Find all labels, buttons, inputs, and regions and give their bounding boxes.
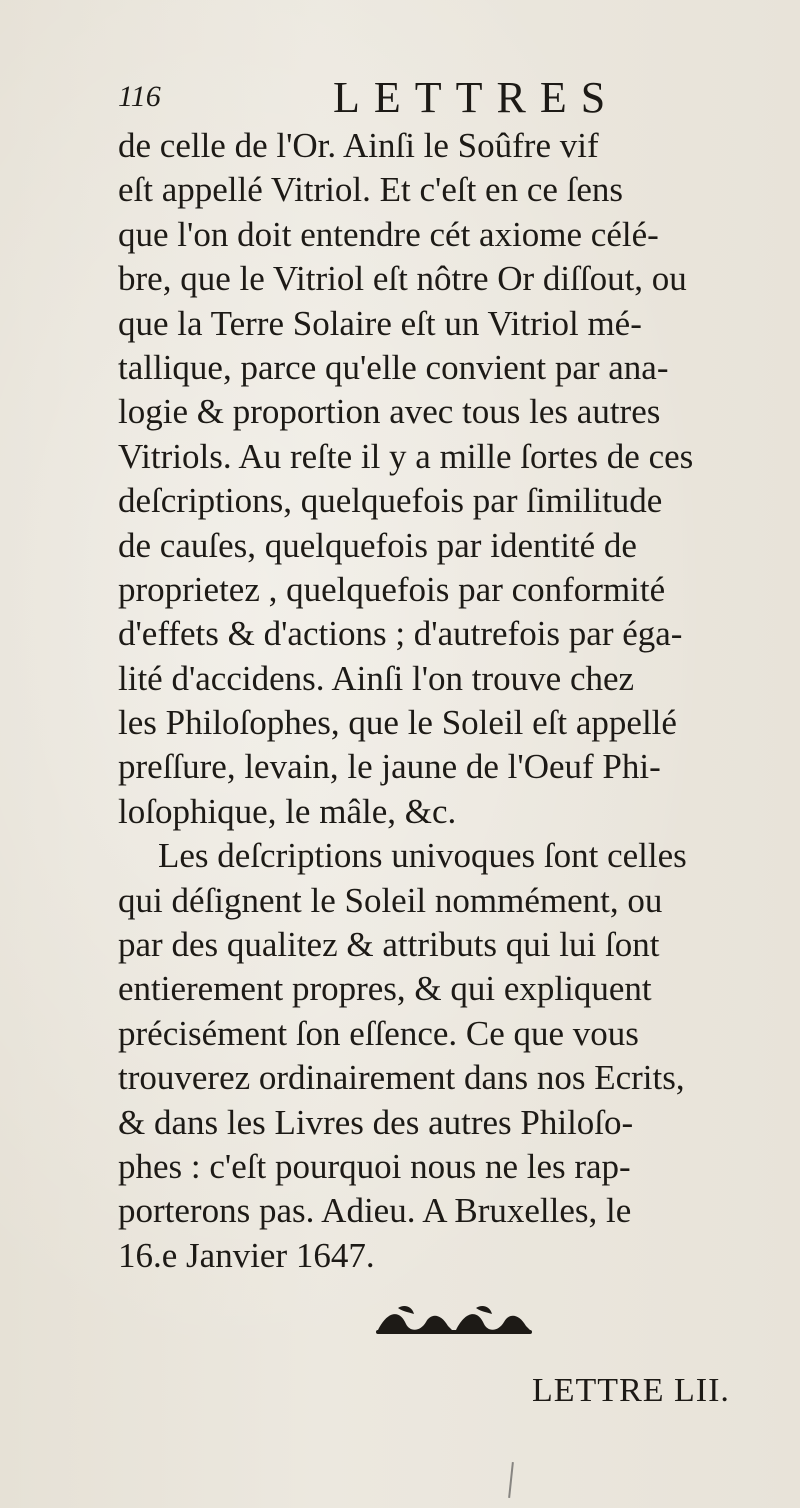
text-line: précisément ſon eſſence. Ce que vous (118, 1013, 639, 1053)
text-line: par des qualitez & attributs qui lui ſont (118, 925, 660, 965)
text-line: porterons pas. Adieu. A Bruxelles, le (118, 1191, 632, 1231)
text-line: bre, que le Vitriol eſt nôtre Or diſſout, ou (118, 259, 687, 299)
printer-mark (508, 1462, 514, 1498)
text-line: preſſure, levain, le jaune de l'Oeuf Phi- (118, 747, 661, 787)
text-line: eſt appellé Vitriol. Et c'eſt en ce ſens (118, 170, 624, 210)
page-number: 116 (118, 80, 161, 113)
next-letter-heading: LETTRE LII. (532, 1372, 730, 1409)
text-line: lité d'accidens. Ainſi l'on trouve chez (118, 658, 635, 698)
text-line: deſcriptions, quelquefois par ſimilitude (118, 481, 663, 521)
text-line: que la Terre Solaire eſt un Vitriol mé- (118, 303, 642, 343)
text-line: proprietez , quelquefois par conformité (118, 569, 666, 609)
text-line: 16.e Janvier 1647. (118, 1235, 375, 1275)
text-line: qui déſignent le Soleil nommément, ou (118, 880, 663, 920)
text-line: de cauſes, quelquefois par identité de (118, 525, 637, 565)
text-line: de celle de l'Or. Ainſi le Soûfre vif (118, 126, 599, 165)
text-line: loſophique, le mâle, &c. (118, 791, 457, 831)
text-line: tallique, parce qu'elle convient par ana- (118, 347, 669, 387)
running-title: LETTRES (333, 73, 620, 122)
text-line: Vitriols. Au reſte il y a mille ſortes de ces (118, 436, 694, 476)
text-line: d'effets & d'actions ; d'autrefois par éga- (118, 614, 683, 654)
text-line: que l'on doit entendre cét axiome célé- (118, 214, 659, 254)
letter-body-text (118, 124, 798, 1278)
text-line: & dans les Livres des autres Philoſo- (118, 1102, 634, 1142)
text-line: trouverez ordinairement dans nos Ecrits, (118, 1058, 685, 1098)
text-line: phes : c'eſt pourquoi nous ne les rap- (118, 1146, 631, 1186)
running-head (118, 72, 678, 122)
text-line: les Philoſophes, que le Soleil eſt appellé (118, 703, 677, 743)
text-line: Les deſcriptions univoques ſont celles (158, 836, 687, 876)
fleuron-ornament-icon (370, 1300, 550, 1340)
fleuron-ornament-svg (370, 1300, 550, 1340)
text-line: logie & proportion avec tous les autres (118, 392, 661, 432)
text-line: entierement propres, & qui expliquent (118, 969, 652, 1009)
